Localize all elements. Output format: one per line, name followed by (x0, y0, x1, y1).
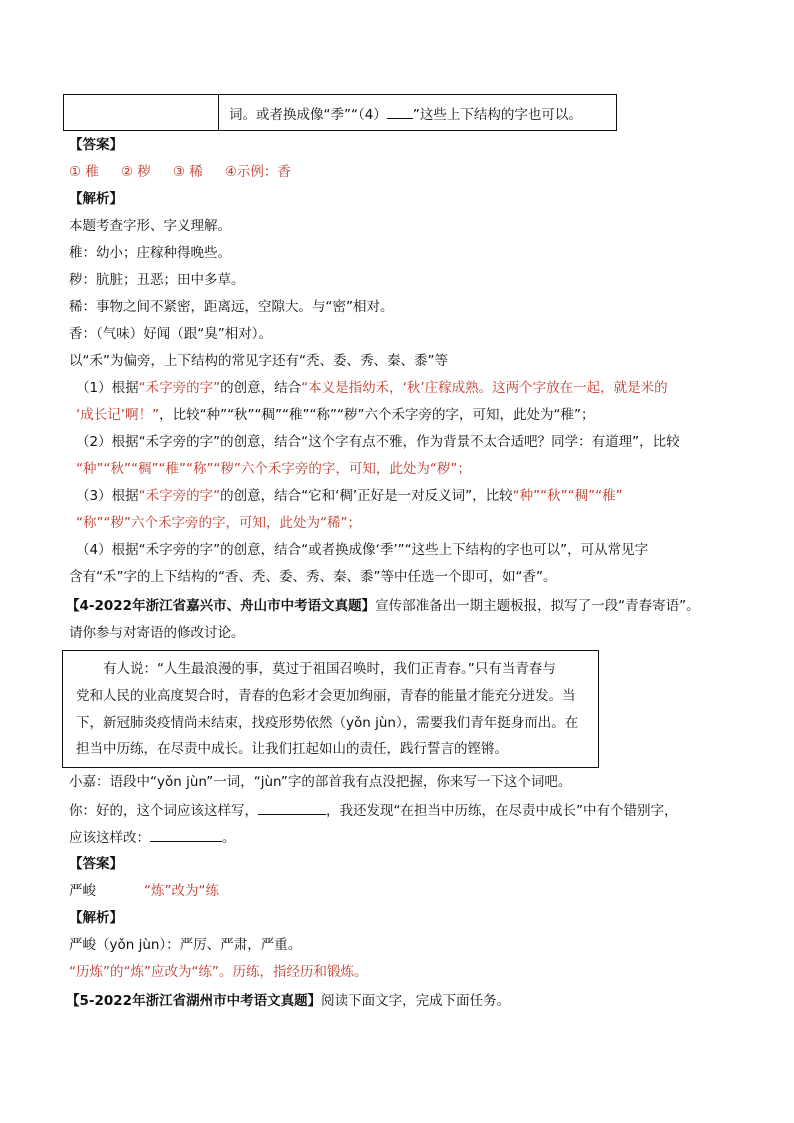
question-4-header: 【4-2022年浙江省嘉兴市、舟山市中考语文真题】宣传部准备出一期主题板报，拟写了一段“青春寄语”。 (66, 598, 700, 614)
blank-line (387, 104, 413, 119)
dialog-line: 应该这样改： 。 (69, 827, 236, 848)
analysis-item-1: （1）根据“禾字旁的字”的创意，结合“本义是指幼禾，‘秋’庄稼成熟。这两个字放在一起，就是米的 (76, 380, 668, 396)
analysis-heading: 【解析】 (69, 910, 123, 926)
analysis-line: 稀：事物之间不紧密，距离远，空隙大。与“密”相对。 (69, 299, 394, 315)
table-row (63, 94, 617, 131)
analysis-line: 以“禾”为偏旁，上下结构的常见字还有“秃、委、秀、秦、黍”等 (69, 353, 448, 369)
question-5-header: 【5-2022年浙江省湖州市中考语文真题】阅读下面文字，完成下面任务。 (66, 993, 511, 1009)
quote-line: 党和人民的业高度契合时，青春的色彩才会更加绚丽，青春的能量才能充分迸发。当 (76, 688, 576, 704)
dialog-line: 你：好的，这个词应该这样写， ，我还发现“在担当中历练，在尽责中成长”中有个错别字， (69, 800, 678, 821)
table-cell-empty (64, 95, 219, 130)
analysis-line: 秽：肮脏；丑恶；田中多草。 (69, 272, 245, 288)
answer-heading: 【答案】 (69, 856, 123, 872)
analysis-item-3-cont: “称”“秽”六个禾字旁的字，可知，此处为“稀”； (76, 515, 361, 531)
question-4-prompt: 请你参与对寄语的修改讨论。 (69, 625, 245, 641)
answer-line: 严峻 “炼”改为“练 (69, 883, 219, 899)
blank-line (150, 827, 222, 842)
quote-line: 担当中历练，在尽责中成长。让我们扛起如山的责任，践行誓言的铿锵。 (76, 741, 508, 757)
analysis-item-2: （2）根据“禾字旁的字”的创意，结合“这个字有点不雅，作为背景不太合适吧？同学：有道理”，比较 (76, 434, 680, 450)
analysis-line: 严峻（yǒn jùn）：严厉、严肃，严重。 (69, 937, 302, 953)
answer-list: ① 稚 ② 秽 ③ 稀 ④示例：香 (69, 164, 291, 180)
answer-heading: 【答案】 (69, 137, 123, 153)
analysis-line: 本题考查字形、字义理解。 (69, 218, 231, 234)
analysis-heading: 【解析】 (69, 191, 123, 207)
quote-line: 下，新冠肺炎疫情尚未结束，找疫形势依然（yǒn jùn），需要我们青年挺身而出。在 (76, 715, 579, 731)
blank-line (258, 800, 326, 815)
analysis-line: 稚：幼小；庄稼种得晚些。 (69, 245, 231, 261)
analysis-item-4-cont: 含有“禾”字的上下结构的“香、秃、委、秀、秦、黍”等中任选一个即可，如“香”。 (69, 569, 557, 585)
analysis-line: 香：（气味）好闻（跟“臭”相对）。 (69, 326, 272, 342)
quote-line: 有人说：“人生最浪漫的事，莫过于祖国召唤时，我们正青春。”只有当青春与 (103, 661, 556, 677)
analysis-item-4: （4）根据“禾字旁的字”的创意，结合“或者换成像‘季’”“这些上下结构的字也可以”，可从常见字 (76, 542, 649, 558)
table-cell-text: 词。或者换成像“季”“（4） ”这些上下结构的字也可以。 (229, 103, 582, 123)
analysis-line: “历炼”的“炼”应改为“练”。历练，指经历和锻炼。 (69, 964, 368, 980)
quote-box (62, 650, 599, 768)
dialog-line: 小嘉：语段中“yǒn jùn”一词，“jùn”字的部首我有点没把握，你来写一下这个词吧。 (69, 774, 572, 790)
analysis-item-3: （3）根据“禾字旁的字”的创意，结合“它和‘稠’正好是一对反义词”，比较“种”“秋”“稠”“稚” (76, 488, 623, 504)
analysis-item-1-cont: ‘成长记’啊！”，比较“种”“秋”“稠”“稚”“称”“秽”六个禾字旁的字，可知，此处为“稚”； (76, 407, 595, 423)
analysis-item-2-cont: “种”“秋”“稠”“稚”“称”“秽”六个禾字旁的字，可知，此处为“秽”； (76, 461, 471, 477)
